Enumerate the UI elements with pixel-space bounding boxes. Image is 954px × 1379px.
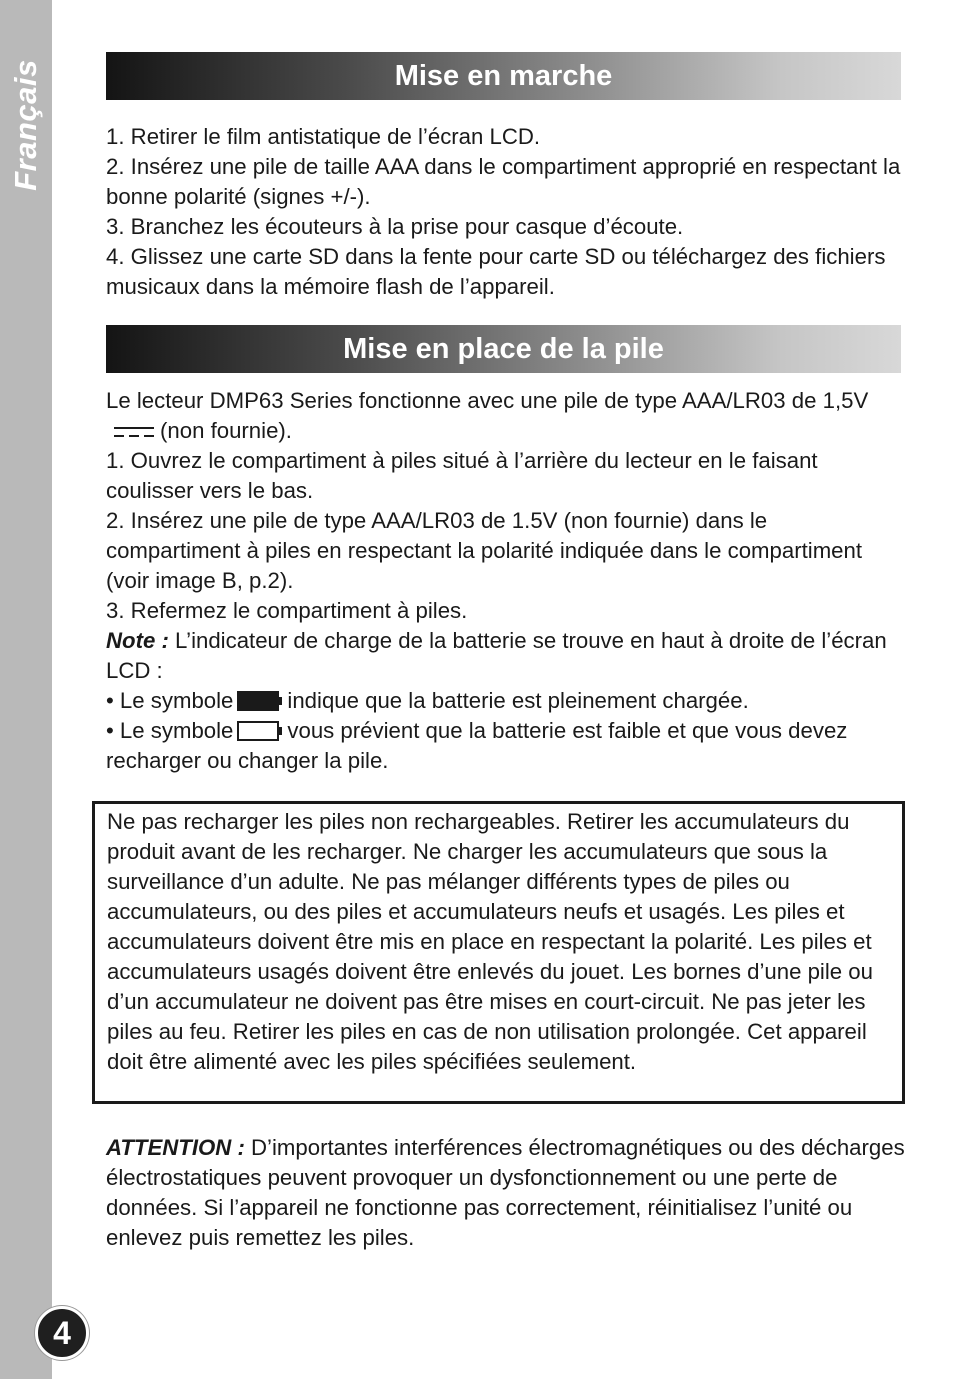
section-title-mise-en-place-pile: Mise en place de la pile [106,325,901,373]
step-item: 4. Glissez une carte SD dans la fente pour carte SD ou téléchargez des fichiers musicaux dans la mémoire flash de l’appareil. [106,244,886,299]
note-paragraph [106,626,906,686]
bullet-prefix: • Le symbole [106,718,234,743]
bullet-empty-text: vous prévient que la batterie est faible et que vous devez recharger ou changer la pile. [106,718,848,773]
attention-paragraph [106,1133,906,1253]
mise-en-place-pile-body [106,386,906,776]
note-label: Note : [106,628,169,653]
page-number: 4 [35,1306,89,1360]
bullet-prefix: • Le symbole [106,688,234,713]
attention-block [106,1133,906,1253]
step-item: 1. Retirer le film antistatique de l’écran LCD. [106,124,541,149]
language-tab [0,0,71,1379]
warning-text: Ne pas recharger les piles non rechargeables. Retirer les accumulateurs du produit avant de les recharger. Ne charger les accumulateurs que sous la surveillance d’un adulte. Ne pas mélanger différents types de piles ou accumulateurs, ou des piles et accumulateurs neufs et usagés. Les piles et accumulateurs doivent être mis en place en respectant la polarité. Les piles et accumulateurs usagés doivent être enlevés du jouet. Les bornes d’une pile ou d’un accumulateur ne doivent pas être mises en court-circuit. Ne pas jeter les piles au feu. Retirer les piles en cas de non utilisation prolongée. Cet appareil doit être alimenté avec les piles spécifiées seulement. [107,809,873,1074]
battery-full-icon [237,690,283,712]
step-item: 2. Insérez une pile de taille AAA dans le compartiment approprié en respectant la bonne polarité (signes +/-). [106,154,901,209]
step-item: 3. Refermez le compartiment à piles. [106,598,468,623]
step-item: 3. Branchez les écouteurs à la prise pour casque d’écoute. [106,214,684,239]
step-item: 2. Insérez une pile de type AAA/LR03 de 1.5V (non fournie) dans le compartiment à piles en respectant la polarité indiquée dans le compartiment (voir image B, p.2). [106,508,863,593]
step-item: 1. Ouvrez le compartiment à piles situé à l’arrière du lecteur en le faisant coulisser vers le bas. [106,448,818,503]
attention-label: ATTENTION : [106,1135,245,1160]
note-text: L’indicateur de charge de la batterie se trouve en haut à droite de l’écran LCD : [106,628,887,683]
bullet-full-text: indique que la batterie est pleinement chargée. [287,688,749,713]
section-title-mise-en-marche: Mise en marche [106,52,901,100]
bullet-item [106,686,906,716]
attention-text: D’importantes interférences électromagnétiques ou des décharges électrostatiques peuvent provoquer un dysfonctionnement ou une perte de données. Si l’appareil ne fonctionne pas correctement, réinitialisez l’unité ou enlevez puis remettez les piles. [106,1135,905,1250]
language-label: Français [8,59,43,191]
mise-en-marche-steps [106,122,906,302]
battery-empty-icon [237,720,283,742]
intro-text-end: (non fournie). [160,418,292,443]
intro-text: Le lecteur DMP63 Series fonctionne avec une pile de type AAA/LR03 de 1,5V [106,388,869,413]
battery-warning-box [92,801,905,1104]
direct-current-symbol-icon [112,424,156,440]
intro-paragraph [106,386,906,446]
bullet-item [106,716,906,776]
